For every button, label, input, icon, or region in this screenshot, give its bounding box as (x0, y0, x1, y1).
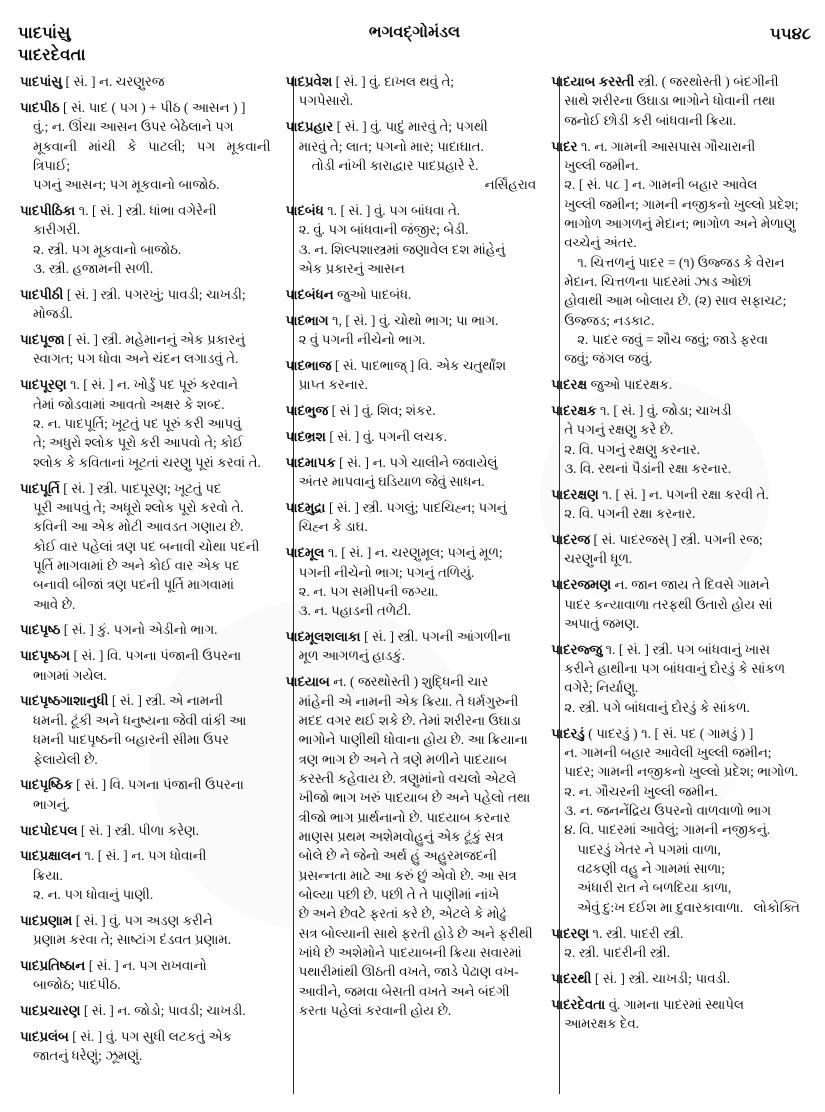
entry-body-line: ૨. સ્ત્રી. પગે બાંધવાનું દોરડું કે સાંકળ. (564, 699, 750, 715)
entry-body-line: ૨. વિ. પગની રક્ષા કરનાર. (564, 506, 696, 522)
entry-body-line: સાથે શરીરના ઉઘાડા ભાગોને ધોવાની તથા (564, 93, 776, 109)
entry-body-line: મેદાન. ચિત્તળના પાદરમાં ઝાડ ઓછાં (564, 273, 752, 289)
entry-body-line: માંહેની એ નામની એક ક્રિયા. તે ધર્મગુરુની (298, 693, 519, 709)
entry-body-line: આવીને, જમવા બેસતી વખતે અને બંદગી (298, 983, 510, 999)
entry-body-line: જાતનું ધરેણું; ઝૂમણું. (33, 1048, 143, 1064)
entry-body-line: ભાગનું. (33, 796, 70, 812)
dictionary-entry (20, 620, 271, 639)
headword: પાદરજ (551, 532, 590, 548)
entry-body-line: ૩. વિ. રથનાં પૈડાંની રક્ષા કરનાર. (564, 461, 732, 477)
headword: પાદરક્ષણ (551, 486, 599, 502)
entry-body-line: ખાંધે છે અશેમોને પાદયાબની ક્રિયા સવારમાં (298, 945, 522, 961)
headword: પાદર (551, 138, 578, 154)
entry-body-line: વઢકણી વહુ ને ગામમાં સાળા; (577, 861, 725, 877)
entry-body-line: પગની નીચેનો ભાગ; પગનું તળિયું. (298, 564, 475, 580)
dictionary-entry (286, 672, 537, 1020)
dictionary-entry (286, 201, 537, 278)
entry-body-line: ત્રણ ભાગ છે અને તે ત્રણે મળીને પાદયાબ (298, 751, 508, 767)
dictionary-entry (286, 311, 537, 350)
entry-headword-line: પાદપ્રક્ષાલન ૧. [ સં. ] ન. પગ ધોવાની (20, 848, 207, 864)
headword: પાદપ્રહાર (285, 119, 334, 135)
headword: પાદપોદપલ (20, 822, 78, 838)
entry-body-line: કવિની આ એક મોટી આવડત ગણાય છે. (33, 519, 244, 535)
headword: પાદરણ (551, 925, 589, 941)
entry-headword-line: પાદપાંસુ [ સં. ] ન. ચરણુરજ (20, 74, 165, 89)
dictionary-entry (551, 485, 802, 524)
entry-headword-line: પાદમાપક [ સં. ] ન. પગે ચાલીને જવાયેલું (285, 454, 498, 470)
headword: પાદપ્રતિષ્ઠાન (20, 958, 86, 974)
entry-body-line: ૩. ન. શિલ્પશાસ્ત્રમાં જણાવેલ દશ માંહેનું (298, 241, 506, 257)
entry-headword-line: પાદપૃષ્ઠગાશાનુધી [ સં. ] સ્ત્રી. એ નામની (20, 693, 223, 709)
entry-body-line: ૪. વિ. પાદરમાં આવેલું; ગામની નજીકનું. (564, 822, 771, 838)
dictionary-entry (551, 969, 802, 988)
dictionary-entry (20, 1027, 271, 1066)
entry-body-line: કરસ્તી કહેવાય છે. ત્રણુમાંનો વચલો એટલે (298, 771, 517, 786)
headword: પાદભ્રશ (285, 429, 326, 444)
headword: પાદપીઠિકા (20, 203, 76, 219)
entry-body-line: બનાવી બીજાં ત્રણ પદની પૂર્તિ માગવામાં (33, 577, 234, 593)
entry-headword-line: પાદમૂલશલાકા [ સં. ] સ્ત્રી. પગની આંગળીના (285, 629, 511, 645)
headword: પાદપ્રચારણ (20, 1003, 81, 1019)
headword: પાદપીઠી (20, 286, 64, 302)
column-divider-1 (293, 76, 294, 1094)
dictionary-entry (551, 640, 802, 717)
entry-body-line: ૩. ન. પહાડની તળેટી. (298, 603, 411, 619)
headword: પાદરથી (551, 970, 592, 986)
entry-body-line: ખીજો ભાગ ખરું પાદયાબ છે અને પહેલો તથા (298, 790, 531, 806)
dictionary-entry (20, 98, 271, 195)
entry-body-line: ૨ વું પગની નીચેનો ભાગ. (298, 332, 426, 348)
dictionary-entry (20, 646, 271, 685)
dictionary-entry (20, 846, 271, 904)
entry-body-line: વચ્ચેનું અંતર. (564, 235, 637, 251)
dictionary-entry (551, 137, 802, 369)
entry-body-line: વગેરે; નિર્યાણુ. (564, 680, 639, 696)
entry-headword-line: પાદપ્રચારણ [ સં. ] ન. જોડો; પાવડી; ચાખડી. (20, 1003, 246, 1019)
entry-headword-line: પાદપ્રતિષ્ઠાન [ સં. ] ન. પગ રાખવાનો (20, 958, 207, 974)
entry-body-line: મૂળ આગળનું હાડકું. (298, 648, 406, 664)
entry-body-line: મોજડી. (33, 306, 73, 322)
text-column-1 (14, 72, 280, 1102)
entry-body-line: અંધારી રાત ને બળદિયા કાળા, (577, 880, 732, 896)
entry-body-line: ભાગમાં ગયેલ. (33, 667, 107, 683)
headword: પાદમુદ્રા (285, 500, 326, 516)
dictionary-entry (551, 375, 802, 394)
entry-body-line: પાદરડું ખેતર ને પગમાં વાળા, (577, 841, 721, 857)
headword: પાદપૃષ્ઠ (20, 622, 61, 638)
entry-body-line: પ્રણામ કરવા તે; સાષ્ટાંગ દંડવત પ્રણામ. (33, 932, 232, 948)
entry-body-line: ખુલ્લી જમીન; ગામની નજીકનો ખુલ્લો પ્રદેશ; (564, 196, 799, 212)
entry-body-line: ચરણુની ધૂળ. (564, 551, 633, 567)
entry-body-line: ૨. ન. પાદપૂર્તિ; ખૂટતું પદ પૂરું કરી આપવું (33, 416, 242, 431)
dictionary-entry (20, 775, 271, 814)
entry-body-line: તેમાં જોડવામાં આવતો અક્ષર કે શબ્દ. (33, 396, 225, 412)
entry-body-line: ૨. પાદર જવું = શૌચ જવું; જાડે ફરવા (577, 331, 769, 347)
entry-body-line: આમરક્ષક દેવ. (564, 1015, 639, 1031)
dictionary-entry (551, 995, 802, 1034)
entry-body-line: ઉજ્જડ; નડકાટ. (564, 312, 655, 328)
entry-headword-line: પાદમૂલ ૧. [ સં. ] ન. ચરણુમૂલ; પગનું મૂળ; (285, 545, 503, 561)
dictionary-entry (551, 724, 802, 917)
entry-body-line: કરતા પહેલાં કરવાની હોય છે. (298, 1003, 452, 1019)
entry-body-line: તે; અધુરો શ્લોક પૂરો કરી આપવો તે; કોઈ (33, 435, 244, 451)
entry-body-line: ૩. ન. જનનેંદ્રિય ઉપરનો વાળવાળો ભાગ (564, 803, 771, 819)
dictionary-entry (286, 117, 537, 194)
entry-body-line: ૨. સ્ત્રી. પગ મૂકવાનો બાજોઠ. (33, 241, 182, 257)
headword: પાદયાબ કરસ્તી (551, 74, 635, 89)
headword: પાદપૃષ્ઠિક (20, 777, 73, 793)
entry-headword-line: પાદરજ [ સં. પાદરજસ્ ] સ્ત્રી. પગની રજ; (551, 532, 763, 548)
entry-body-line: ધમની પાદપૃષ્ઠની બહારની સીમા ઉપર (33, 732, 229, 748)
entry-headword-line: પાદપૃષ્ઠિક [ સં. ] વિ. પગના પંજાની ઉપરના (20, 777, 244, 793)
entry-headword-line: પાદપૂર્તિ [ સં. ] સ્ત્રી. પાદપૂરણ; ખૂટતું પદ (20, 480, 222, 496)
entry-body-line: કોઈ વાર પહેલાં ત્રણ પદ બનાવી ચોથા પદની (33, 538, 260, 554)
entry-body-line: ખુલ્લી જમીન. (564, 157, 639, 173)
entry-headword-line: પાદભાગ ૧, [ સં. ] વું. ચોથો ભાગ; પા ભાગ. (285, 312, 499, 328)
entry-headword-line: પાદરડું ( પાદરડું ) ૧. [ સં. ૫દ ( ગામડું ) ] (551, 725, 754, 741)
dictionary-entry (286, 72, 537, 111)
entry-body-line: પૂરી આપવું તે; અધૂરો શ્લોક પૂરો કરવો તે. (33, 499, 244, 515)
entry-headword-line: પાદરક્ષ જુઓ પાદરક્ષક. (551, 377, 673, 393)
entry-headword-line: પાદપૃષ્ઠ [ સં. ] કું. પગનો એડીનો ભાગ. (20, 622, 218, 638)
dictionary-entry (551, 401, 802, 478)
headword: પાદપ્રલંબ (20, 1029, 69, 1045)
headword: પાદપૃષ્ઠગ (20, 648, 70, 664)
dictionary-entry (286, 453, 537, 492)
headword: પાદમૂલશલાકા (285, 629, 361, 645)
entry-body-line: એવું દુ:ખ દઈશ મા દુવારકાવાળા. લોકોક્તિ (551, 898, 802, 917)
entry-body-line: સ્વાગત; પગ ધોવા અને ચંદન લગાડવું તે. (33, 351, 239, 367)
headword: પાદપૂજા (20, 332, 65, 348)
entry-body-line: ભાગોને પાણીથી ધોવાના હોય છે. આ ક્રિયાના (298, 732, 528, 748)
entry-body-line: બોલે છે ને જેનો અર્થ હું અહુરમજદની (298, 848, 497, 864)
headword: પાદભુજ (285, 403, 329, 419)
text-column-2 (280, 72, 546, 1102)
dictionary-entry (551, 530, 802, 569)
entry-headword-line: પાદમુદ્રા [ સં. ] સ્ત્રી. પગલું; પાદચિહ્ન; પગનું (285, 500, 507, 516)
headword: પાદરક્ષ (551, 377, 588, 393)
dictionary-entry (286, 285, 537, 304)
entry-body-line: બાજોઠ; પાદપીઠ. (33, 977, 121, 993)
dictionary-entry (20, 72, 271, 91)
entry-body-line: ૨. ન. પગ ધોવાનું પાણી. (33, 887, 154, 903)
page-header (18, 22, 811, 68)
entry-headword-line: પાદપોદપલ [ સં. ] સ્ત્રી. પીળા કરેણ. (20, 822, 199, 838)
dictionary-entry (20, 479, 271, 614)
entry-headword-line: પાદપૃષ્ઠગ [ સં. ] વિ. પગના પંજાની ઉપરના (20, 648, 242, 664)
headword: પાદપાંસુ (20, 74, 62, 89)
entry-headword-line: પાદપ્રહાર [ સં. ] વું. પાદું મારવું તે; પગથી (285, 119, 488, 135)
dictionary-entry (286, 401, 537, 420)
entry-headword-line: પાદપૂજા [ સં. ] સ્ત્રી. મહેમાનનું એક પ્રકારનું (20, 332, 246, 348)
entry-body-line: નર્સિંહરાવ (484, 177, 537, 193)
headword: પાદબંધન (285, 286, 334, 302)
entry-headword-line: પાદબંધન જુઓ પાદબંધ. (285, 286, 412, 302)
entry-headword-line: પાદબંધ ૧. [ સં. ] વું. પગ બાંધવા તે. (285, 203, 461, 219)
entry-body-line: એક પ્રકારનું આસન (298, 261, 405, 277)
entry-body-line: ત્રીજો ભાગ પ્રાર્થનાનો છે. પાદયાબ કરનાર (298, 809, 511, 825)
entry-headword-line: પાદભ્રશ [ સં. ] વું. પગની લચક. (285, 429, 447, 444)
dictionary-entry (20, 285, 271, 324)
entry-headword-line: પાદયાબ કરસ્તી સ્ત્રી. ( જરથોસ્તી ) બંદગીની (551, 74, 779, 89)
headword: પાદભાજ (285, 357, 332, 373)
page-number: ૫૫૪૮ (770, 24, 811, 43)
entry-headword-line: પાદરજ્જુ ૧. [ સં. ] સ્ત્રી. પગ બાંધવાનું ખાસ (551, 641, 770, 657)
headword: પાદપૃષ્ઠગાશાનુધી (20, 693, 109, 709)
text-column-3 (545, 72, 811, 1102)
dictionary-entry (551, 72, 802, 130)
entry-body-line: પ્રાપ્ત કરનાર. (298, 377, 368, 393)
entry-body-line: કારીગરી. (33, 222, 81, 238)
entry-body-line: શ્લોક કે કવિતાનાં ખૂટતાં ચરણુ પૂરાં કરવાં તે. (33, 454, 261, 470)
running-head-last-entry: પાદરદેવતા (18, 44, 86, 64)
entry-body-line: ૧. ચિત્તળનું પાદર = (૧) ઉજ્જડ કે વેરાન (577, 254, 785, 270)
headword: પાદબંધ (285, 203, 324, 219)
entry-body-line: ફેલાયેલી છે. (33, 751, 98, 767)
entry-headword-line: પાદપ્રલંબ [ સં. ] વું. પગ સુધી લટકતું એક (20, 1029, 232, 1045)
headword: પાદભાગ (285, 312, 329, 328)
entry-body-line: પૂર્તિ માગવામાં છે અને કોઈ વાર એક પદ (33, 557, 240, 573)
dictionary-entry (551, 924, 802, 963)
entry-headword-line: પાદરણ ૧. સ્ત્રી. પાદરી સ્ત્રી. (551, 925, 684, 941)
entry-headword-line: પાદપ્રણામ [ સં. ] વું. પગ અડણ કરીને (20, 912, 213, 928)
entry-body-line: સત્ર બોલ્યાની સાથે ફરતી હોડે છે અને ફરીથી (298, 925, 533, 941)
entry-body-line: ભાગોળ આગળનું મેદાન; ભાગોળ અને મેળાણુ (564, 215, 796, 231)
entry-headword-line: પાદપીઠિકા ૧. [ સં. ] સ્ત્રી. ધાંભા વગેરેની (20, 203, 217, 219)
entry-body-line: પ્રસન્નતા માટે આ કરું છું એવો છે. આ સત્ર (298, 867, 517, 883)
dictionary-title: ભગવદ્ગોમંડલ (368, 24, 461, 41)
entry-body-line: ક્રિયા. (33, 867, 63, 883)
entry-body-line: જવું; જંગલ જવું. (564, 351, 653, 367)
entry-body-line: બોલ્યા પછી છે. પછી તે તે પાણીમાં નાંખે (298, 887, 500, 903)
entry-body-line: પાદર કન્યાવાળા તરફથી ઉતારો હોય સાં (564, 596, 773, 612)
headword: પાદરજ્જુ (551, 641, 602, 657)
entry-body-line: ૨. ન. પગ સમીપની જગ્યા. (298, 583, 439, 599)
entry-body-line: ચિહ્ન કે ડાઘ. (298, 519, 368, 535)
dictionary-entry (20, 956, 271, 995)
entry-body-line: કરીને હાથીના પગ બાંધવાનું દોરડું કે સાંકળ (564, 661, 785, 677)
entry-body-line: ધમની. ટૂંકી અને ધનુષ્યના જેવી વાંકી આ (33, 712, 247, 728)
headword: પાદપૂર્તિ (20, 480, 60, 496)
running-head-first-entry: પાદપાંસુ (18, 23, 71, 42)
entry-headword-line: પાદભુજ [ સં ] વું. શિવ; શંકર. (285, 403, 436, 419)
entry-body-line: મૂકવાની માંચી કે પાટલી; પગ મૂકવાની ત્રિપાઈ; (33, 138, 271, 173)
dictionary-entry (20, 330, 271, 369)
entry-body-line: ૨. [ સં. ૫૮ ] ન. ગામની બહાર આવેલ (564, 177, 758, 193)
dictionary-entry (286, 498, 537, 537)
dictionary-entry (286, 356, 537, 395)
entry-headword-line: પાદરક્ષક ૧. [ સં. ] વું. જોડા; ચાખડી (551, 403, 732, 418)
dictionary-entry (20, 1001, 271, 1020)
entry-body-line: છે અને છેવટે ફરતાં કરે છે, એટલે કે મોઢું (298, 906, 507, 922)
column-container (14, 72, 811, 1102)
headword: પાદપીઠ (20, 99, 60, 115)
entry-body-line: પગપેસારો. (298, 93, 354, 109)
entry-headword-line: પાદપૂરણ ૧. [ સં. ] ન. ખોર્ડું પદ પૂરું કરવાને (20, 377, 238, 393)
dictionary-entry (286, 543, 537, 620)
headword: પાદપ્રવેશ (285, 74, 333, 89)
entry-body-line: ૨. સ્ત્રી. પાદરીની સ્ત્રી. (564, 944, 671, 960)
entry-body-line: તોડી નાંખી કારાદ્વાર પાદપ્રહારે રે. (311, 157, 479, 173)
entry-headword-line: પાદરથી [ સં. ] સ્ત્રી. ચાખડી; પાવડી. (551, 970, 730, 986)
headword: પાદયાબ (285, 674, 330, 690)
headword: પાદરડું (551, 725, 585, 741)
entry-body-line: જનોઈ છોડી કરી બાંધવાની ક્રિયા. (564, 112, 737, 128)
entry-body-line: અપાતું જમણ. (564, 615, 640, 631)
entry-body-line: ૨. ન. ગૌચરની ખુલ્લી જમીન. (564, 783, 718, 799)
dictionary-entry (20, 691, 271, 768)
dictionary-entry (20, 911, 271, 950)
headword: પાદપૂરણ (20, 377, 67, 393)
entry-headword-line: પાદરજમણ ન. જાન જાય તે દિવસે ગામને (551, 577, 770, 593)
entry-body-line: પાદર; ગામની નજીકનો ખુલ્લો પ્રદેશ; ભાગોળ. (564, 764, 798, 780)
headword: પાદપ્રક્ષાલન (20, 848, 81, 864)
headword: પાદમાપક (285, 454, 336, 470)
entry-body-line: તે પગનું રક્ષણુ કરે છે. (564, 422, 674, 438)
entry-headword-line: પાદપ્રવેશ [ સં. ] વું. દાખલ થવું તે; (285, 74, 454, 89)
dictionary-entry (286, 627, 537, 666)
entry-headword-line: પાદયાબ ન. ( જરથોસ્તી ) શુદ્ધિની ચાર (285, 674, 489, 690)
entry-body-line: આવે છે. (33, 596, 76, 612)
headword: પાદરદેવતા (551, 996, 606, 1012)
entry-body-line: મદદ વગર થઈ શકે છે. તેમાં શરીરના ઉઘાડા (298, 712, 522, 728)
headword: પાદપ્રણામ (20, 912, 73, 928)
dictionary-entry (20, 375, 271, 472)
entry-body-line: અંતર માપવાનું ઘડિયાળ જેવું સાધન. (298, 474, 485, 490)
entry-body-line: ૩. સ્ત્રી. હજામની સળી. (33, 261, 154, 277)
entry-body-line: માણસ પ્રથમ અશેમવોહુનું એક ટૂંકું સત્ર (298, 829, 504, 845)
dictionary-entry (20, 201, 271, 278)
entry-headword-line: પાદભાજ [ સં. પાદભાજ્ ] વિ. એક ચતુર્થાંશ (285, 357, 506, 373)
entry-body-line: ૨. વું. પગ બાંધવાની જંજીર; બેડી. (298, 222, 469, 238)
entry-headword-line: પાદરક્ષણ ૧. [ સં. ] ન. પગની રક્ષા કરવી તે. (551, 486, 769, 502)
entry-headword-line: પાદરદેવતા વું. ગામના પાદરમાં સ્થાપેલ (551, 996, 744, 1012)
dictionary-entry (20, 821, 271, 840)
headword: પાદમૂલ (285, 545, 325, 561)
entry-body-line: પગનું આસન; પગ મૂકવાનો બાજોઠ. (33, 177, 220, 193)
column-divider-2 (559, 76, 560, 1094)
entry-headword-line: પાદપીઠ [ સં. પાદ ( પગ ) + પીઠ ( આસન ) ] (20, 99, 246, 115)
dictionary-entry (551, 575, 802, 633)
entry-body-line: હોવાથી આમ બોલાય છે. (૨) સાવ સફાચટ; (564, 293, 787, 309)
entry-body-line: મારવું તે; લાત; પગનો માર; પાદાઘાત. (298, 138, 484, 154)
entry-headword-line: પાદપીઠી [ સં. ] સ્ત્રી. પગરખું; પાવડી; ચાખડી; (20, 286, 246, 302)
headword: પાદરજમણ (551, 577, 611, 593)
entry-body-line: ન. ગામની બહાર આવેલી ખુલ્લી જમીન; (564, 745, 772, 760)
source-citation: લોકોક્તિ (753, 899, 800, 915)
entry-body-line: ૨. વિ. પગનું રક્ષણુ કરનાર. (564, 441, 701, 457)
entry-body-line: પથારીમાંથી ઊઠતી વખતે, જાડે પેઢાણ વખ- (298, 964, 519, 980)
headword: પાદરક્ષક (551, 403, 597, 418)
entry-body-line: વું.; ન. ઊંચા આસન ઉપર બેઠેલાને પગ (33, 119, 234, 135)
dictionary-entry (286, 427, 537, 446)
entry-headword-line: પાદર ૧. ન. ગામની આસપાસ ગૌચારાની (551, 138, 756, 154)
